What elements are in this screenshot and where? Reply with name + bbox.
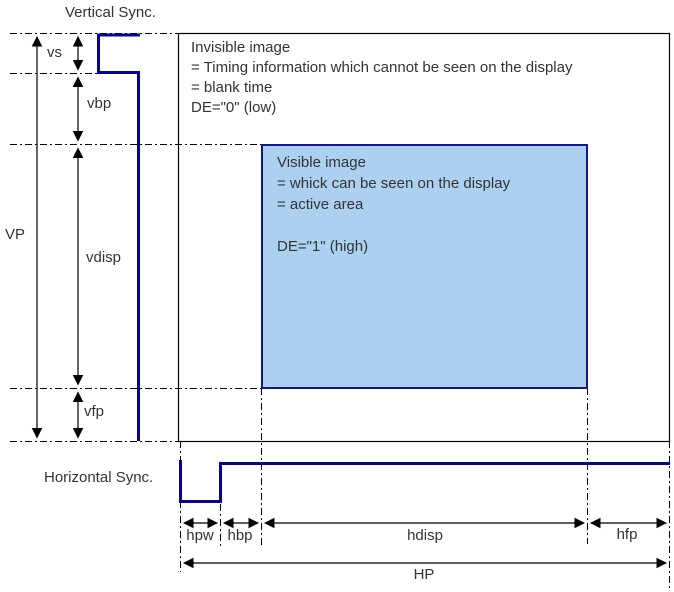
hbp-label: hbp — [227, 527, 253, 544]
visible-image-text — [277, 152, 510, 257]
invisible-image-line1: Invisible image — [191, 39, 291, 56]
vbp-label: vbp — [87, 95, 112, 112]
visible-image-blank-line — [277, 215, 510, 236]
visible-image-line4: DE="1" (high) — [277, 238, 369, 255]
invisible-image-line2: = Timing information which cannot be seen on the display — [191, 59, 573, 76]
vfp-label: vfp — [84, 403, 105, 420]
vdisp-label: vdisp — [86, 249, 122, 266]
visible-image-line1: Visible image — [277, 154, 366, 171]
vp-label: VP — [5, 226, 26, 243]
visible-image-line3: = active area — [277, 196, 364, 213]
hdisp-label: hdisp — [407, 527, 443, 544]
hp-label: HP — [413, 566, 435, 583]
invisible-image-line3: = blank time — [191, 79, 273, 96]
vs-label: vs — [47, 44, 62, 61]
visible-image-line2: = whick can be seen on the display — [277, 175, 511, 192]
invisible-image-text — [191, 38, 572, 118]
horizontal-sync-title: Horizontal Sync. — [44, 469, 154, 486]
hfp-label: hfp — [616, 526, 638, 543]
hpw-label: hpw — [186, 527, 214, 544]
vertical-sync-title: Vertical Sync. — [65, 4, 156, 21]
invisible-image-line4: DE="0" (low) — [191, 99, 277, 116]
hsync-waveform — [181, 460, 671, 502]
